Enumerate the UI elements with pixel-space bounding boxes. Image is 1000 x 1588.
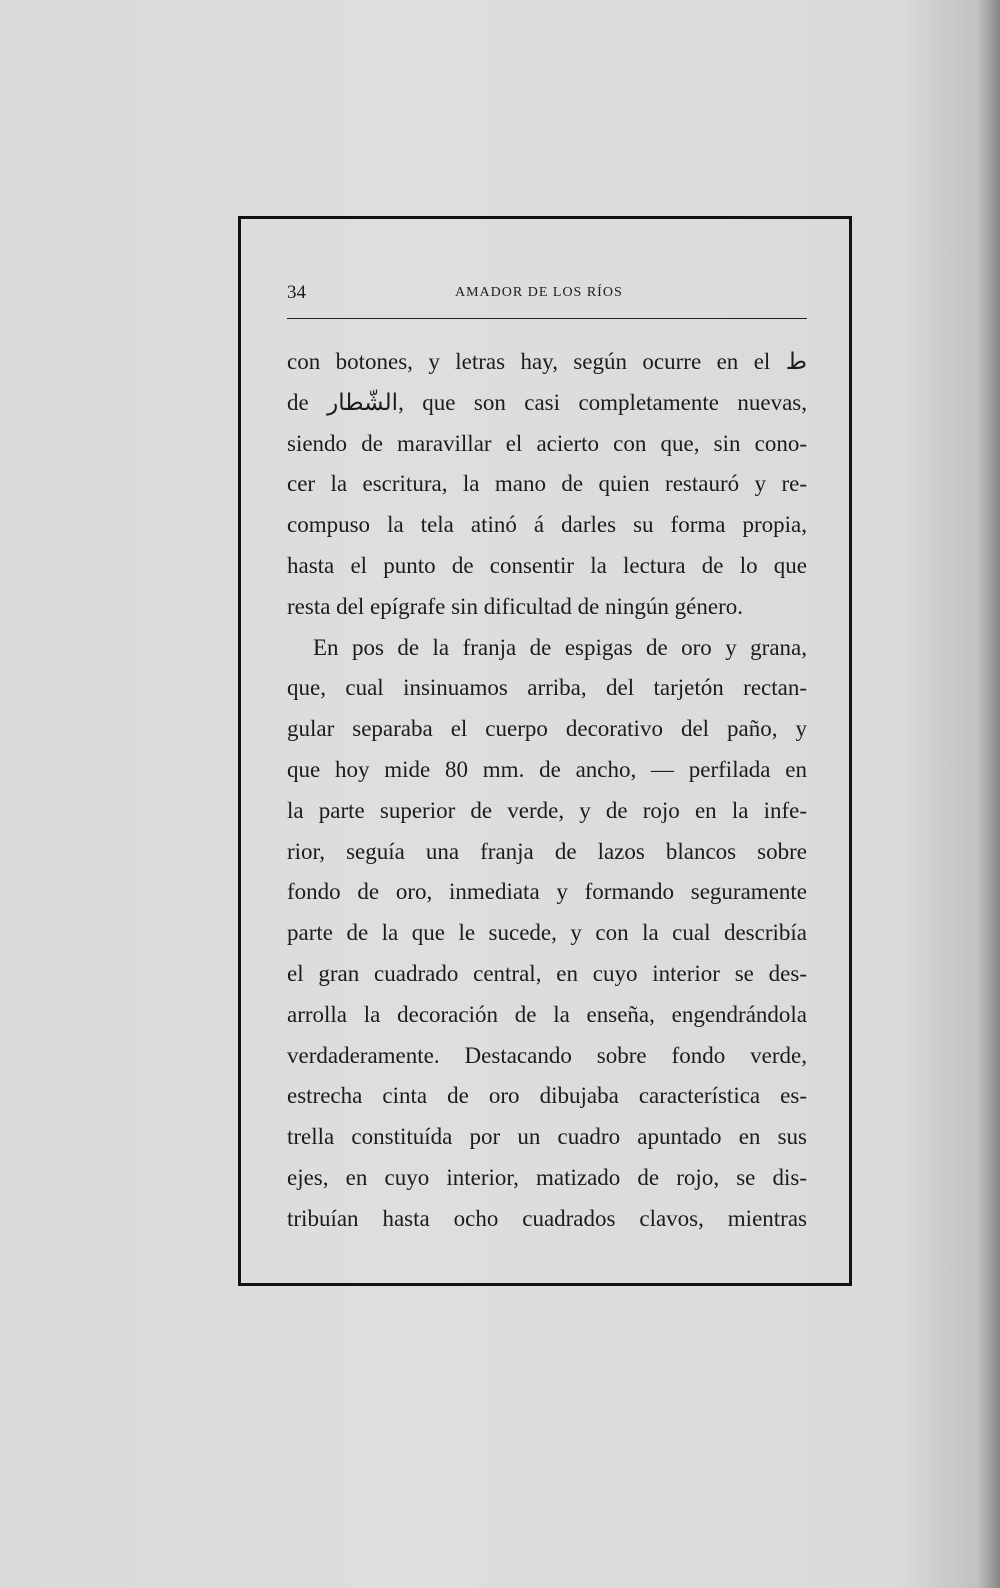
text-line: hasta el punto de consentir la lectura de lo que	[287, 552, 807, 578]
text-line: resta del epígrafe sin dificultad de ningún género.	[287, 593, 744, 619]
text-line: que hoy mide 80 mm. de ancho, — perfilada en	[287, 756, 807, 782]
text-line: tribuían hasta ocho cuadrados clavos, mientras	[287, 1205, 807, 1231]
text-line: de الشّطار, que son casi completamente nuevas,	[287, 389, 808, 415]
text-line: compuso la tela atinó á darles su forma propia,	[287, 512, 807, 538]
text-line: el gran cuadrado central, en cuyo interior se des-	[287, 960, 807, 986]
page-number: 34	[287, 282, 306, 303]
text-line: trella constituída por un cuadro apuntado en sus	[287, 1124, 807, 1150]
running-head-title: AMADOR DE LOS RÍOS	[455, 285, 623, 300]
page-edge-shadow	[978, 0, 1000, 1588]
text-line: con botones, y letras hay, según ocurre en el ط	[287, 349, 807, 374]
text-line: arrolla la decoración de la enseña, engendrándola	[287, 1001, 807, 1027]
text-line: En pos de la franja de espigas de oro y grana,	[313, 634, 807, 660]
header-rule	[287, 318, 807, 319]
text-line: cer la escritura, la mano de quien restauró y re-	[287, 471, 807, 497]
text-line: ejes, en cuyo interior, matizado de rojo, se dis-	[287, 1164, 807, 1190]
text-line: gular separaba el cuerpo decorativo del paño, y	[287, 716, 807, 742]
text-line: fondo de oro, inmediata y formando seguramente	[287, 879, 807, 905]
text-line: rior, seguía una franja de lazos blancos sobre	[287, 838, 807, 864]
body-text	[287, 342, 807, 1240]
text-line: que, cual insinuamos arriba, del tarjetón rectan-	[287, 675, 807, 701]
text-line: verdaderamente. Destacando sobre fondo verde,	[287, 1042, 807, 1068]
text-line: la parte superior de verde, y de rojo en la infe-	[287, 797, 807, 823]
running-head	[287, 282, 807, 306]
text-line: siendo de maravillar el acierto con que, sin cono-	[287, 430, 807, 456]
text-line: parte de la que le sucede, y con la cual describía	[287, 920, 807, 946]
text-line: estrecha cinta de oro dibujaba característica es-	[287, 1083, 807, 1109]
